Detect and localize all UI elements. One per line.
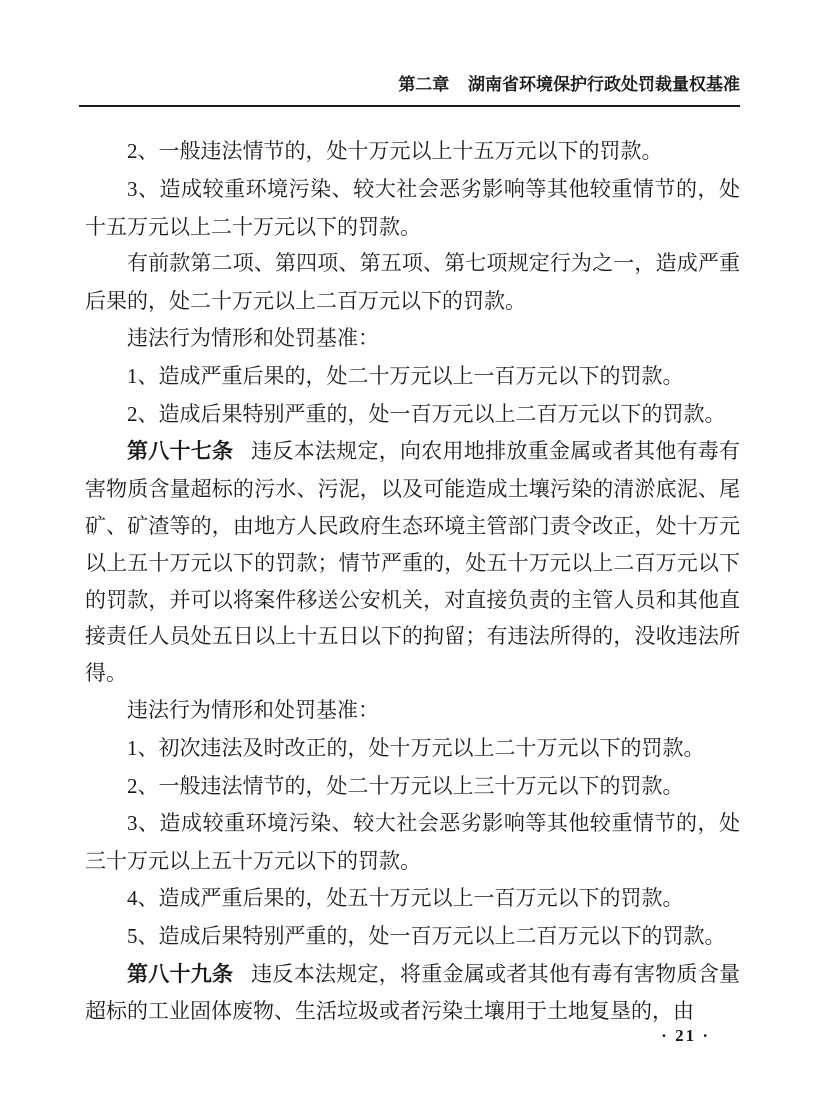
page-body [85, 133, 740, 1030]
paragraph [85, 358, 740, 396]
paragraph [85, 692, 740, 730]
paragraph-text: 违法行为情形和处罚基准： [127, 697, 379, 722]
header-title: 湖南省环境保护行政处罚裁量权基准 [468, 75, 740, 94]
paragraph [85, 956, 740, 1031]
article-number: 第八十七条 [127, 440, 234, 464]
header-chapter-label: 第二章 [398, 75, 450, 94]
page-number: · 21 · [661, 1026, 710, 1045]
paragraph-text: 违反本法规定，将重金属或者其他有毒有害物质含量超标的工业固体废物、生活垃圾或者污染土壤用于土地复垦的，由 [85, 961, 741, 1024]
page-header [79, 74, 740, 107]
paragraph-text: 4、造成严重后果的，处五十万元以上一百万元以下的罚款。 [127, 885, 684, 910]
paragraph [85, 320, 740, 358]
paragraph [85, 433, 740, 692]
paragraph [85, 805, 740, 880]
paragraph-text: 2、一般违法情节的，处十万元以上十五万元以下的罚款。 [127, 139, 663, 163]
paragraph-text: 5、造成后果特别严重的，处一百万元以上二百万元以下的罚款。 [127, 923, 726, 948]
paragraph-text: 2、一般违法情节的，处二十万元以上三十万元以下的罚款。 [127, 773, 684, 798]
paragraph [85, 396, 740, 434]
paragraph [85, 880, 740, 918]
paragraph [85, 730, 740, 768]
paragraph [85, 768, 740, 806]
paragraph-text: 3、造成较重环境污染、较大社会恶劣影响等其他较重情节的，处十五万元以上二十万元以下的罚款。 [85, 176, 740, 239]
paragraph-text: 2、造成后果特别严重的，处一百万元以上二百万元以下的罚款。 [127, 401, 726, 426]
paragraph-text: 违反本法规定，向农用地排放重金属或者其他有毒有害物质含量超标的污水、污泥，以及可能造成土壤污染的清淤底泥、尾矿、矿渣等的，由地方人民政府生态环境主管部门责令改正，处十万元以上五十万元以下的罚款；情节严重的，处五十万元以上二百万元以下的罚款，并可以将案件移送公安机关，对直接负责的主管人员和其他直接责任人员处五日以上十五日以下的拘留；有违法所得的，没收违法所得。 [85, 439, 741, 686]
paragraph [85, 918, 740, 956]
article-number: 第八十九条 [127, 962, 234, 986]
paragraph-text: 3、造成较重环境污染、较大社会恶劣影响等其他较重情节的，处三十万元以上五十万元以下的罚款。 [85, 811, 740, 874]
paragraph [85, 133, 740, 171]
paragraph [85, 171, 740, 246]
paragraph [85, 245, 740, 320]
paragraph-text: 1、初次违法及时改正的，处十万元以上二十万元以下的罚款。 [127, 735, 705, 760]
paragraph-text: 有前款第二项、第四项、第五项、第七项规定行为之一，造成严重后果的，处二十万元以上二百万元以下的罚款。 [85, 251, 740, 314]
paragraph-text: 违法行为情形和处罚基准： [127, 325, 379, 350]
paragraph-text: 1、造成严重后果的，处二十万元以上一百万元以下的罚款。 [127, 363, 684, 388]
